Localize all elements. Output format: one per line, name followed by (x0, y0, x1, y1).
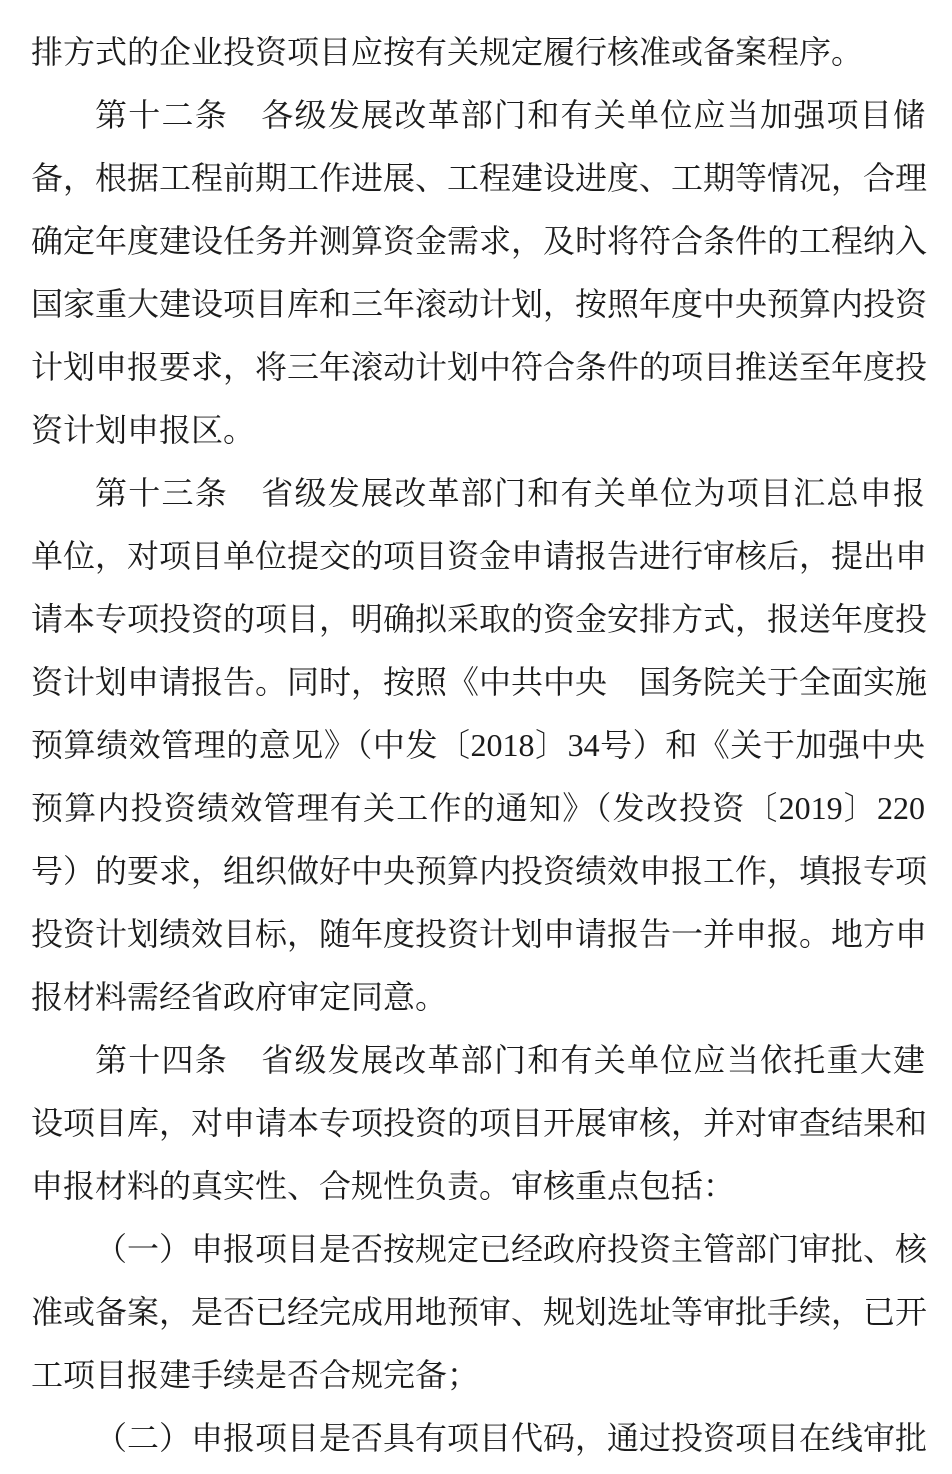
text-line: （二）申报项目是否具有项目代码，通过投资项目在线审批 (95, 1420, 928, 1456)
text-line: 第十二条 各级发展改革部门和有关单位应当加强项目储 (95, 97, 925, 133)
text-line: 预算绩效管理的意见》（中发〔2018〕34号）和《关于加强中央 (31, 727, 925, 763)
text-line: 设项目库，对申请本专项投资的项目开展审核，并对审查结果和 (31, 1105, 928, 1141)
text-line: 准或备案，是否已经完成用地预审、规划选址等审批手续，已开 (31, 1294, 928, 1330)
text-line: 排方式的企业投资项目应按有关规定履行核准或备案程序。 (31, 34, 864, 70)
text-line: 工项目报建手续是否合规完备； (31, 1357, 480, 1393)
text-line: 资计划申报区。 (31, 412, 256, 448)
text-line: 申报材料的真实性、合规性负责。审核重点包括： (31, 1168, 736, 1204)
text-line: 单位，对项目单位提交的项目资金申请报告进行审核后，提出申 (31, 538, 928, 574)
text-line: 预算内投资绩效管理有关工作的通知》（发改投资〔2019〕220 (31, 790, 925, 826)
text-line: 计划申报要求，将三年滚动计划中符合条件的项目推送至年度投 (31, 349, 928, 385)
text-line: 请本专项投资的项目，明确拟采取的资金安排方式，报送年度投 (31, 601, 928, 637)
text-line: 国家重大建设项目库和三年滚动计划，按照年度中央预算内投资 (31, 286, 928, 322)
text-line: 备，根据工程前期工作进展、工程建设进度、工期等情况，合理 (31, 160, 928, 196)
text-line: （一）申报项目是否按规定已经政府投资主管部门审批、核 (95, 1231, 928, 1267)
text-line: 资计划申请报告。同时，按照《中共中央 国务院关于全面实施 (31, 664, 928, 700)
text-line: 报材料需经省政府审定同意。 (31, 979, 448, 1015)
text-line: 第十四条 省级发展改革部门和有关单位应当依托重大建 (95, 1042, 925, 1078)
text-line: 号）的要求，组织做好中央预算内投资绩效申报工作，填报专项 (31, 853, 928, 889)
text-line: 第十三条 省级发展改革部门和有关单位为项目汇总申报 (95, 475, 925, 511)
text-line: 确定年度建设任务并测算资金需求，及时将符合条件的工程纳入 (31, 223, 928, 259)
text-line: 投资计划绩效目标，随年度投资计划申请报告一并申报。地方申 (31, 916, 928, 952)
